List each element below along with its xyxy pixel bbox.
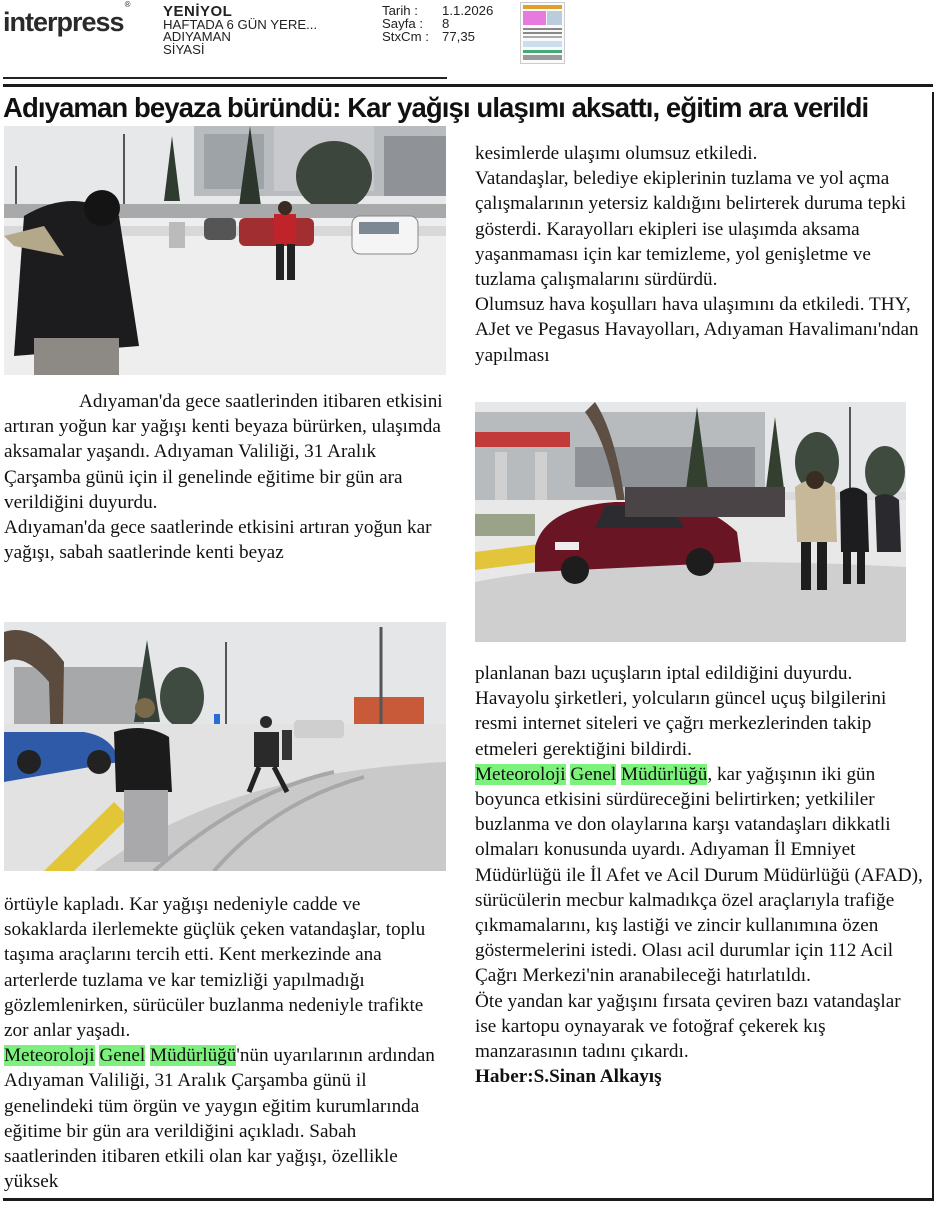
- article-column-left-bottom: [4, 892, 446, 1194]
- publication-info: [163, 3, 318, 57]
- publication-name: YENİYOL: [163, 3, 233, 20]
- page-value: 8: [442, 16, 450, 31]
- article-right-border: [932, 92, 934, 1201]
- highlight-keyword: Genel: [99, 1045, 146, 1067]
- paragraph: planlanan bazı uçuşların iptal edildiğini duyurdu. Havayolu şirketleri, yolcuların güncel uçuş bilgilerini resmi internet siteleri ve çağrı merkezlerinden takip etmeleri gerektiğini bildirdi.: [475, 663, 887, 760]
- paragraph: Öte yandan kar yağışını fırsata çeviren bazı vatandaşlar ise kartopu oynayarak ve fotoğraf çekerek kış manzarasının tadını çıkardı.: [475, 990, 901, 1063]
- paragraph: Adıyaman'da gece saatlerinden itibaren etkisini artıran yoğun kar yağışı kenti beyaza bürürken, ulaşımda aksamalar yaşandı. Adıyaman Valiliği, 31 Aralık Çarşamba günü için il genelinde eğitime bir gün ara verildiğini duyurdu.: [4, 391, 443, 513]
- stxcm-value: 77,35: [442, 29, 476, 44]
- date-label: Tarih :: [382, 3, 418, 18]
- publication-section: SİYASİ: [163, 41, 205, 57]
- highlight-keyword: Meteoroloji: [475, 763, 566, 785]
- highlight-keyword: Genel: [570, 763, 617, 785]
- article-byline: Haber:S.Sinan Alkayış: [475, 1066, 662, 1088]
- article-headline: Adıyaman beyaza büründü: Kar yağışı ulaşımı aksattı, eğitim ara verildi: [3, 92, 869, 123]
- header-rule: [3, 84, 933, 87]
- publication-frequency: HAFTADA 6 GÜN YERE...: [163, 16, 318, 32]
- page-label: Sayfa :: [382, 16, 424, 31]
- header-rule-short: [3, 77, 447, 79]
- paragraph: [475, 762, 925, 989]
- clipping-info: [382, 5, 522, 44]
- paragraph-text: , kar yağışının iki gün boyunca etkisini sürdüreceğini belirtirken; yetkililer buzlanma ve don olaylarına karşı vatandaşları dikkatli olmaları konusunda uyardı. Adıyaman İl Emniyet Müdürlüğü ile İl Afet ve Acil Durum Müdürlüğü (AFAD), sürücülerin mecbur kalmadıkça özel araçlarıyla trafiğe çıkmamalarını, kış lastiği ve zincir kullanımına özen göstermelerini istedi. Olası acil durumlar için 112 Acil Çağrı Merkezi'nin aranabileceği hatırlatıldı.: [475, 763, 923, 987]
- logo-registered-mark: ®: [124, 0, 130, 9]
- article-column-left-top: [4, 389, 446, 565]
- photo-airport-snow-car: [475, 402, 906, 642]
- page-thumbnail[interactable]: [520, 2, 565, 64]
- interpress-logo: [3, 0, 130, 37]
- publication-city: ADIYAMAN: [163, 29, 231, 44]
- photo-snowy-parking-lot: [4, 126, 446, 375]
- date-value: 1.1.2026: [442, 3, 494, 18]
- paragraph: Adıyaman'da gece saatlerinde etkisini artıran yoğun kar yağışı, sabah saatlerinde kenti beyaz: [4, 517, 432, 564]
- paragraph: Olumsuz hava koşulları hava ulaşımını da etkiledi. THY, AJet ve Pegasus Havayolları, Adıyaman Havalimanı'ndan yapılması: [475, 294, 919, 366]
- paragraph-text: 'nün uyarılarının ardından Adıyaman Valiliği, 31 Aralık Çarşamba günü il genelindeki tüm örgün ve yaygın eğitim kurumlarında eğitime bir gün ara verildiğini açıkladı. Sabah saatlerinden itibaren etkili olan kar yağışı, özellikle yüksek: [4, 1045, 435, 1193]
- highlight-keyword: Müdürlüğü: [621, 763, 708, 785]
- highlight-keyword: Meteoroloji: [4, 1045, 95, 1067]
- article-bottom-border: [3, 1198, 933, 1201]
- logo-text: interpress: [3, 7, 124, 37]
- paragraph: Vatandaşlar, belediye ekiplerinin tuzlama ve yol açma çalışmalarının yetersiz kaldığını belirterek duruma tepki gösterdi. Karayolları ekipleri ise ulaşımda aksama yaşanmaması için kar temizleme, yol genişletme ve tuzlama çalışmalarını sürdürdü.: [475, 168, 907, 291]
- article-column-right-top: [475, 141, 925, 368]
- photo-snowy-road: [4, 622, 446, 871]
- paragraph: kesimlerde ulaşımı olumsuz etkiledi.: [475, 143, 758, 164]
- article-column-right-bottom: [475, 661, 925, 1089]
- stxcm-label: StxCm :: [382, 29, 429, 44]
- paragraph-text: örtüyle kapladı. Kar yağışı nedeniyle cadde ve sokaklarda ilerlemekte güçlük çeken vatandaşlar, toplu taşıma araçlarını tercih etti. Kent merkezinde ana arterlerde tuzlama ve kar temizliği yapılmadığı gözlemlenirken, sürücüler buzlanma nedeniyle trafikte zor anlar yaşadı.: [4, 894, 426, 1042]
- paragraph: [4, 892, 446, 1194]
- highlight-keyword: Müdürlüğü: [150, 1045, 237, 1067]
